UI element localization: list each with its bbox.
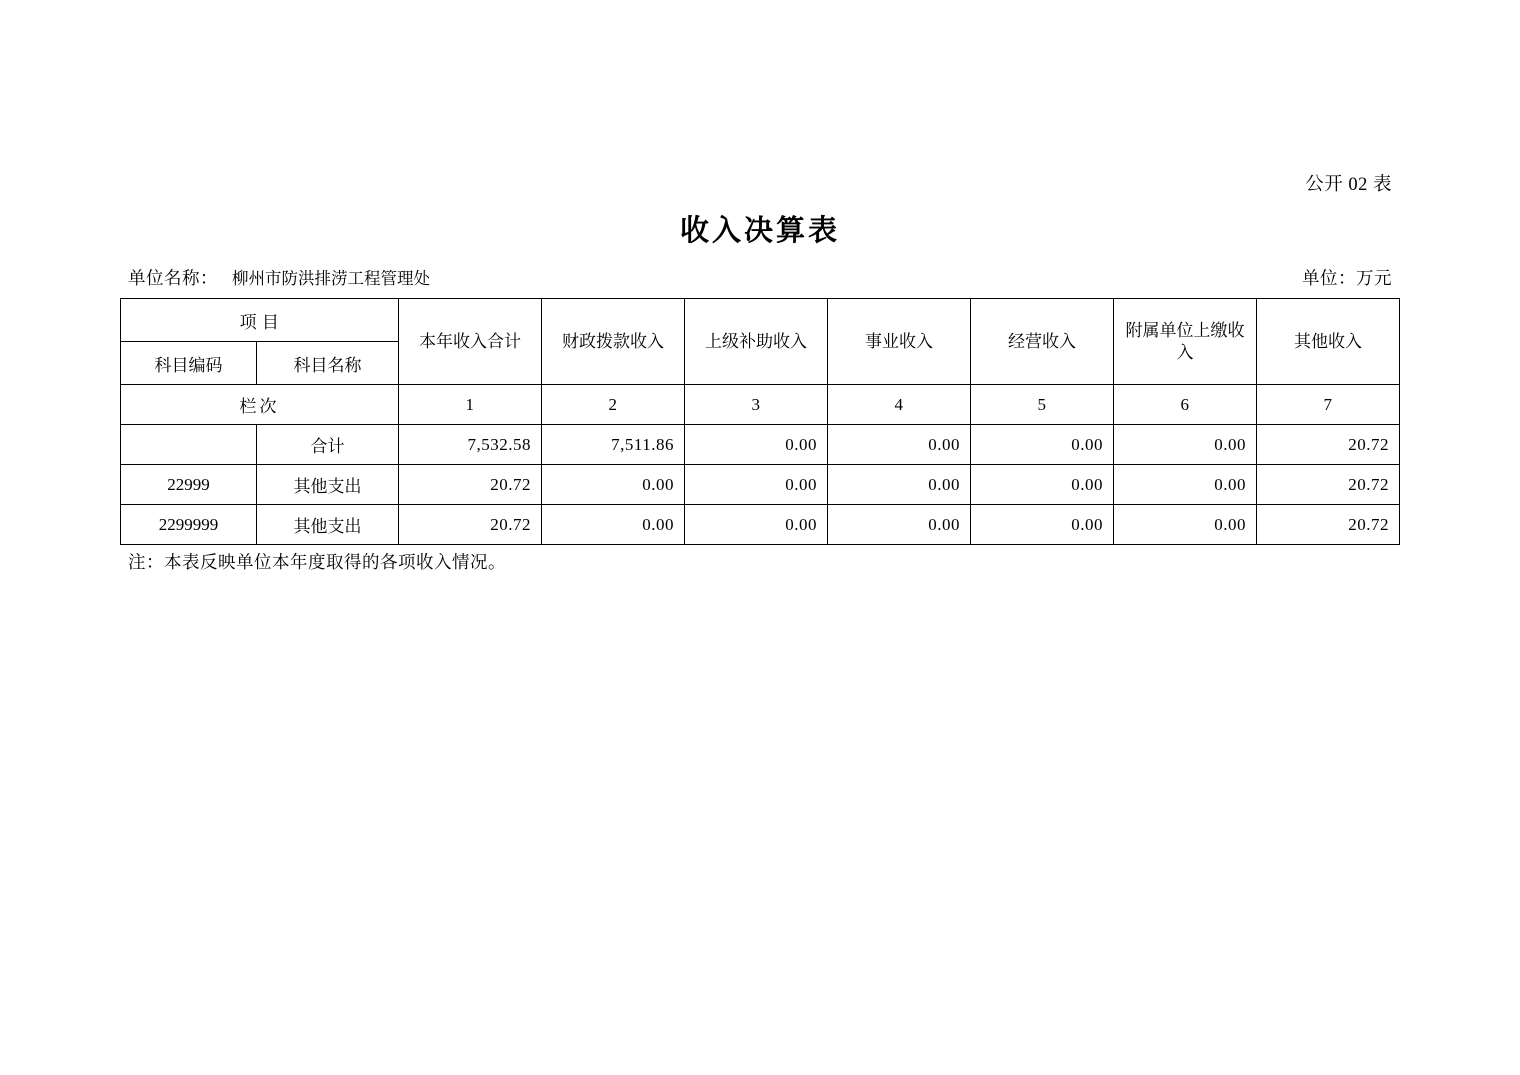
row-code: 2299999 [121, 505, 257, 545]
table-row [121, 505, 1400, 545]
column-number-6: 6 [1114, 385, 1257, 425]
meta-row [128, 265, 1392, 290]
row-value-1: 20.72 [399, 465, 542, 505]
row-value-7: 20.72 [1257, 505, 1400, 545]
header-group-item [121, 299, 399, 342]
unit-name-label: 单位名称： [128, 268, 218, 288]
row-value-1: 7,532.58 [399, 425, 542, 465]
row-value-2: 0.00 [542, 505, 685, 545]
column-number-4: 4 [828, 385, 971, 425]
row-value-6: 0.00 [1114, 425, 1257, 465]
column-number-2: 2 [542, 385, 685, 425]
row-name: 合计 [257, 425, 399, 465]
row-value-5: 0.00 [971, 505, 1114, 545]
row-code: 22999 [121, 465, 257, 505]
header-col-5: 经营收入 [971, 299, 1114, 385]
column-number-3: 3 [685, 385, 828, 425]
header-subject-name: 科目名称 [257, 342, 399, 385]
amount-unit-label: 单位：万元 [1302, 268, 1392, 288]
header-group-item-text: 项 目 [239, 312, 280, 332]
header-subject-code: 科目编码 [121, 342, 257, 385]
table-column-number-row [121, 385, 1400, 425]
row-value-4: 0.00 [828, 465, 971, 505]
row-value-4: 0.00 [828, 425, 971, 465]
row-value-5: 0.00 [971, 465, 1114, 505]
header-col-4: 事业收入 [828, 299, 971, 385]
form-code-label: 公开 02 表 [1305, 175, 1392, 195]
row-value-4: 0.00 [828, 505, 971, 545]
row-name: 其他支出 [257, 465, 399, 505]
table-header-row-1 [121, 299, 1400, 342]
table-row [121, 465, 1400, 505]
row-code [121, 425, 257, 465]
header-col-2: 财政拨款收入 [542, 299, 685, 385]
column-number-5: 5 [971, 385, 1114, 425]
row-value-2: 0.00 [542, 465, 685, 505]
header-col-6: 附属单位上缴收入 [1114, 299, 1257, 385]
header-col-1: 本年收入合计 [399, 299, 542, 385]
unit-name-value: 柳州市防洪排涝工程管理处 [232, 269, 430, 288]
table-note: 注：本表反映单位本年度取得的各项收入情况。 [128, 552, 506, 572]
row-value-3: 0.00 [685, 505, 828, 545]
income-final-accounts-table [120, 298, 1400, 545]
row-value-6: 0.00 [1114, 505, 1257, 545]
row-value-7: 20.72 [1257, 425, 1400, 465]
header-col-7: 其他收入 [1257, 299, 1400, 385]
row-value-6: 0.00 [1114, 465, 1257, 505]
column-number-label: 栏次 [121, 385, 399, 425]
row-value-7: 20.72 [1257, 465, 1400, 505]
row-value-5: 0.00 [971, 425, 1114, 465]
page-title: 收入决算表 [679, 215, 840, 247]
row-value-2: 7,511.86 [542, 425, 685, 465]
row-value-1: 20.72 [399, 505, 542, 545]
table-row [121, 425, 1400, 465]
column-number-7: 7 [1257, 385, 1400, 425]
unit-name-block [128, 265, 430, 290]
row-value-3: 0.00 [685, 465, 828, 505]
row-value-3: 0.00 [685, 425, 828, 465]
header-col-3: 上级补助收入 [685, 299, 828, 385]
column-number-1: 1 [399, 385, 542, 425]
row-name: 其他支出 [257, 505, 399, 545]
